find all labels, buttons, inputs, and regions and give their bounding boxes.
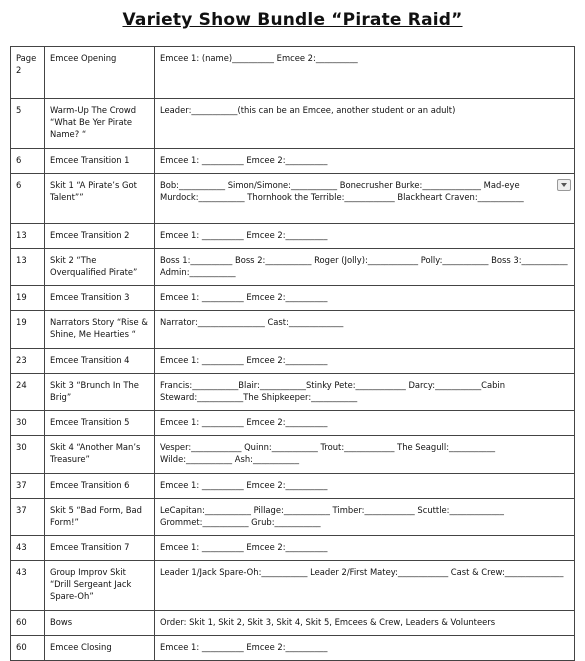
- roles-cell: [155, 474, 575, 499]
- page-number-cell: 23: [11, 349, 45, 374]
- table-row: [11, 436, 575, 474]
- roles-text: [160, 354, 569, 366]
- roles-cell: [155, 47, 575, 99]
- roles-text: [160, 379, 569, 403]
- table-row: [11, 224, 575, 249]
- roles-label: Emcee 1: __________ Emcee 2:__________: [160, 480, 328, 490]
- roles-label: Vesper:____________ Quinn:___________ Trout:____________ The Seagull:___________ Wilde:___________ Ash:___________: [160, 442, 496, 465]
- roles-label: Francis:___________Blair:___________Stinky Pete:____________ Darcy:___________Cabin Steward:___________The Shipkeeper:___________: [160, 380, 506, 403]
- program-item-cell: Narrators Story “Rise & Shine, Me Hearties “: [45, 311, 155, 349]
- roles-label: Narrator:________________ Cast:_____________: [160, 317, 344, 327]
- roles-label: Emcee 1: __________ Emcee 2:__________: [160, 292, 328, 302]
- page-number-cell: 37: [11, 499, 45, 536]
- program-item-cell: Skit 2 “The Overqualified Pirate”: [45, 249, 155, 286]
- program-item-cell: Emcee Transition 6: [45, 474, 155, 499]
- roles-text: [160, 229, 569, 241]
- program-rows: [11, 47, 575, 661]
- program-item-cell: Skit 1 “A Pirate’s Got Talent””: [45, 174, 155, 224]
- program-item-cell: Emcee Transition 1: [45, 149, 155, 174]
- table-row: [11, 47, 575, 99]
- page-number-cell: 5: [11, 99, 45, 149]
- roles-label: Emcee 1: __________ Emcee 2:__________: [160, 417, 328, 427]
- table-row: [11, 411, 575, 436]
- page-number-cell: 43: [11, 536, 45, 561]
- roles-text: [160, 616, 569, 628]
- table-row: [11, 536, 575, 561]
- table-row: [11, 149, 575, 174]
- page-number-cell: 30: [11, 436, 45, 474]
- roles-cell: [155, 311, 575, 349]
- program-item-cell: Skit 3 “Brunch In The Brig”: [45, 374, 155, 411]
- roles-cell: [155, 499, 575, 536]
- page-number-cell: 6: [11, 149, 45, 174]
- program-item-cell: Bows: [45, 611, 155, 636]
- roles-text: [160, 316, 569, 328]
- roles-label: Emcee 1: __________ Emcee 2:__________: [160, 355, 328, 365]
- page-number-cell: 60: [11, 611, 45, 636]
- roles-label: LeCapitan:___________ Pillage:___________ Timber:____________ Scuttle:_____________ Grommet:___________ Grub:___________: [160, 505, 504, 528]
- roles-label: Leader:___________(this can be an Emcee, another student or an adult): [160, 105, 456, 115]
- program-item-cell: Skit 4 “Another Man’s Treasure”: [45, 436, 155, 474]
- table-row: [11, 311, 575, 349]
- roles-cell: [155, 636, 575, 661]
- roles-text: [160, 52, 569, 64]
- program-table: [10, 46, 575, 661]
- table-row: [11, 611, 575, 636]
- table-row: [11, 561, 575, 611]
- table-row: [11, 286, 575, 311]
- roles-cell: [155, 249, 575, 286]
- roles-cell: [155, 286, 575, 311]
- page-number-cell: 60: [11, 636, 45, 661]
- roles-label: Bob:___________ Simon/Simone:___________ Bonecrusher Burke:______________ Mad-eye Murdock:___________ Thornhook the Terrible:____________ Blackheart Craven:___________: [160, 180, 524, 203]
- page-number-cell: 43: [11, 561, 45, 611]
- roles-label: Order: Skit 1, Skit 2, Skit 3, Skit 4, Skit 5, Emcees & Crew, Leaders & Volunteers: [160, 617, 496, 627]
- program-item-cell: Emcee Transition 7: [45, 536, 155, 561]
- roles-text: [160, 154, 569, 166]
- table-row: [11, 374, 575, 411]
- roles-cell: [155, 436, 575, 474]
- table-row: [11, 99, 575, 149]
- roles-text: [160, 479, 569, 491]
- roles-cell: [155, 411, 575, 436]
- table-row: [11, 249, 575, 286]
- program-item-cell: Emcee Transition 4: [45, 349, 155, 374]
- program-item-cell: Skit 5 “Bad Form, Bad Form!”: [45, 499, 155, 536]
- table-row: [11, 174, 575, 224]
- roles-text: [160, 441, 569, 465]
- roles-text: [160, 104, 569, 116]
- roles-text: [160, 416, 569, 428]
- roles-label: Leader 1/Jack Spare-Oh:___________ Leader 2/First Matey:____________ Cast & Crew:______________: [160, 567, 564, 577]
- table-row: [11, 499, 575, 536]
- roles-label: Emcee 1: __________ Emcee 2:__________: [160, 542, 328, 552]
- roles-text: [160, 291, 569, 303]
- program-item-cell: Emcee Transition 3: [45, 286, 155, 311]
- roles-cell: [155, 611, 575, 636]
- roles-text: [160, 641, 569, 653]
- page-number-cell: 6: [11, 174, 45, 224]
- program-item-cell: Emcee Transition 2: [45, 224, 155, 249]
- page-number-cell: 30: [11, 411, 45, 436]
- roles-label: Emcee 1: (name)__________ Emcee 2:__________: [160, 53, 358, 63]
- roles-label: Emcee 1: __________ Emcee 2:__________: [160, 230, 328, 240]
- roles-label: Boss 1:__________ Boss 2:___________ Roger (Jolly):____________ Polly:___________ Boss 3:___________ Admin:___________: [160, 255, 568, 278]
- page-number-cell: 13: [11, 224, 45, 249]
- page-number-cell: 24: [11, 374, 45, 411]
- roles-cell: [155, 536, 575, 561]
- table-row: [11, 349, 575, 374]
- page-number-cell: 19: [11, 286, 45, 311]
- roles-text: [160, 254, 569, 278]
- roles-cell: [155, 561, 575, 611]
- table-row: [11, 636, 575, 661]
- program-item-cell: Emcee Opening: [45, 47, 155, 99]
- roles-text: [160, 504, 569, 528]
- roles-label: Emcee 1: __________ Emcee 2:__________: [160, 155, 328, 165]
- roles-cell: [155, 149, 575, 174]
- roles-text: [160, 179, 569, 203]
- page-number-cell: 13: [11, 249, 45, 286]
- table-row: [11, 474, 575, 499]
- program-item-cell: Emcee Closing: [45, 636, 155, 661]
- roles-cell: [155, 374, 575, 411]
- roles-cell: [155, 174, 575, 224]
- roles-label: Emcee 1: __________ Emcee 2:__________: [160, 642, 328, 652]
- dropdown-arrow-icon[interactable]: [557, 179, 571, 191]
- program-item-cell: Emcee Transition 5: [45, 411, 155, 436]
- roles-text: [160, 566, 569, 578]
- roles-cell: [155, 224, 575, 249]
- page-number-cell: Page 2: [11, 47, 45, 99]
- page-number-cell: 37: [11, 474, 45, 499]
- page-number-cell: 19: [11, 311, 45, 349]
- program-item-cell: Warm-Up The Crowd “What Be Yer Pirate Name? “: [45, 99, 155, 149]
- roles-cell: [155, 99, 575, 149]
- roles-cell: [155, 349, 575, 374]
- program-item-cell: Group Improv Skit “Drill Sergeant Jack Spare-Oh”: [45, 561, 155, 611]
- roles-text: [160, 541, 569, 553]
- document-title: Variety Show Bundle “Pirate Raid”: [122, 10, 463, 30]
